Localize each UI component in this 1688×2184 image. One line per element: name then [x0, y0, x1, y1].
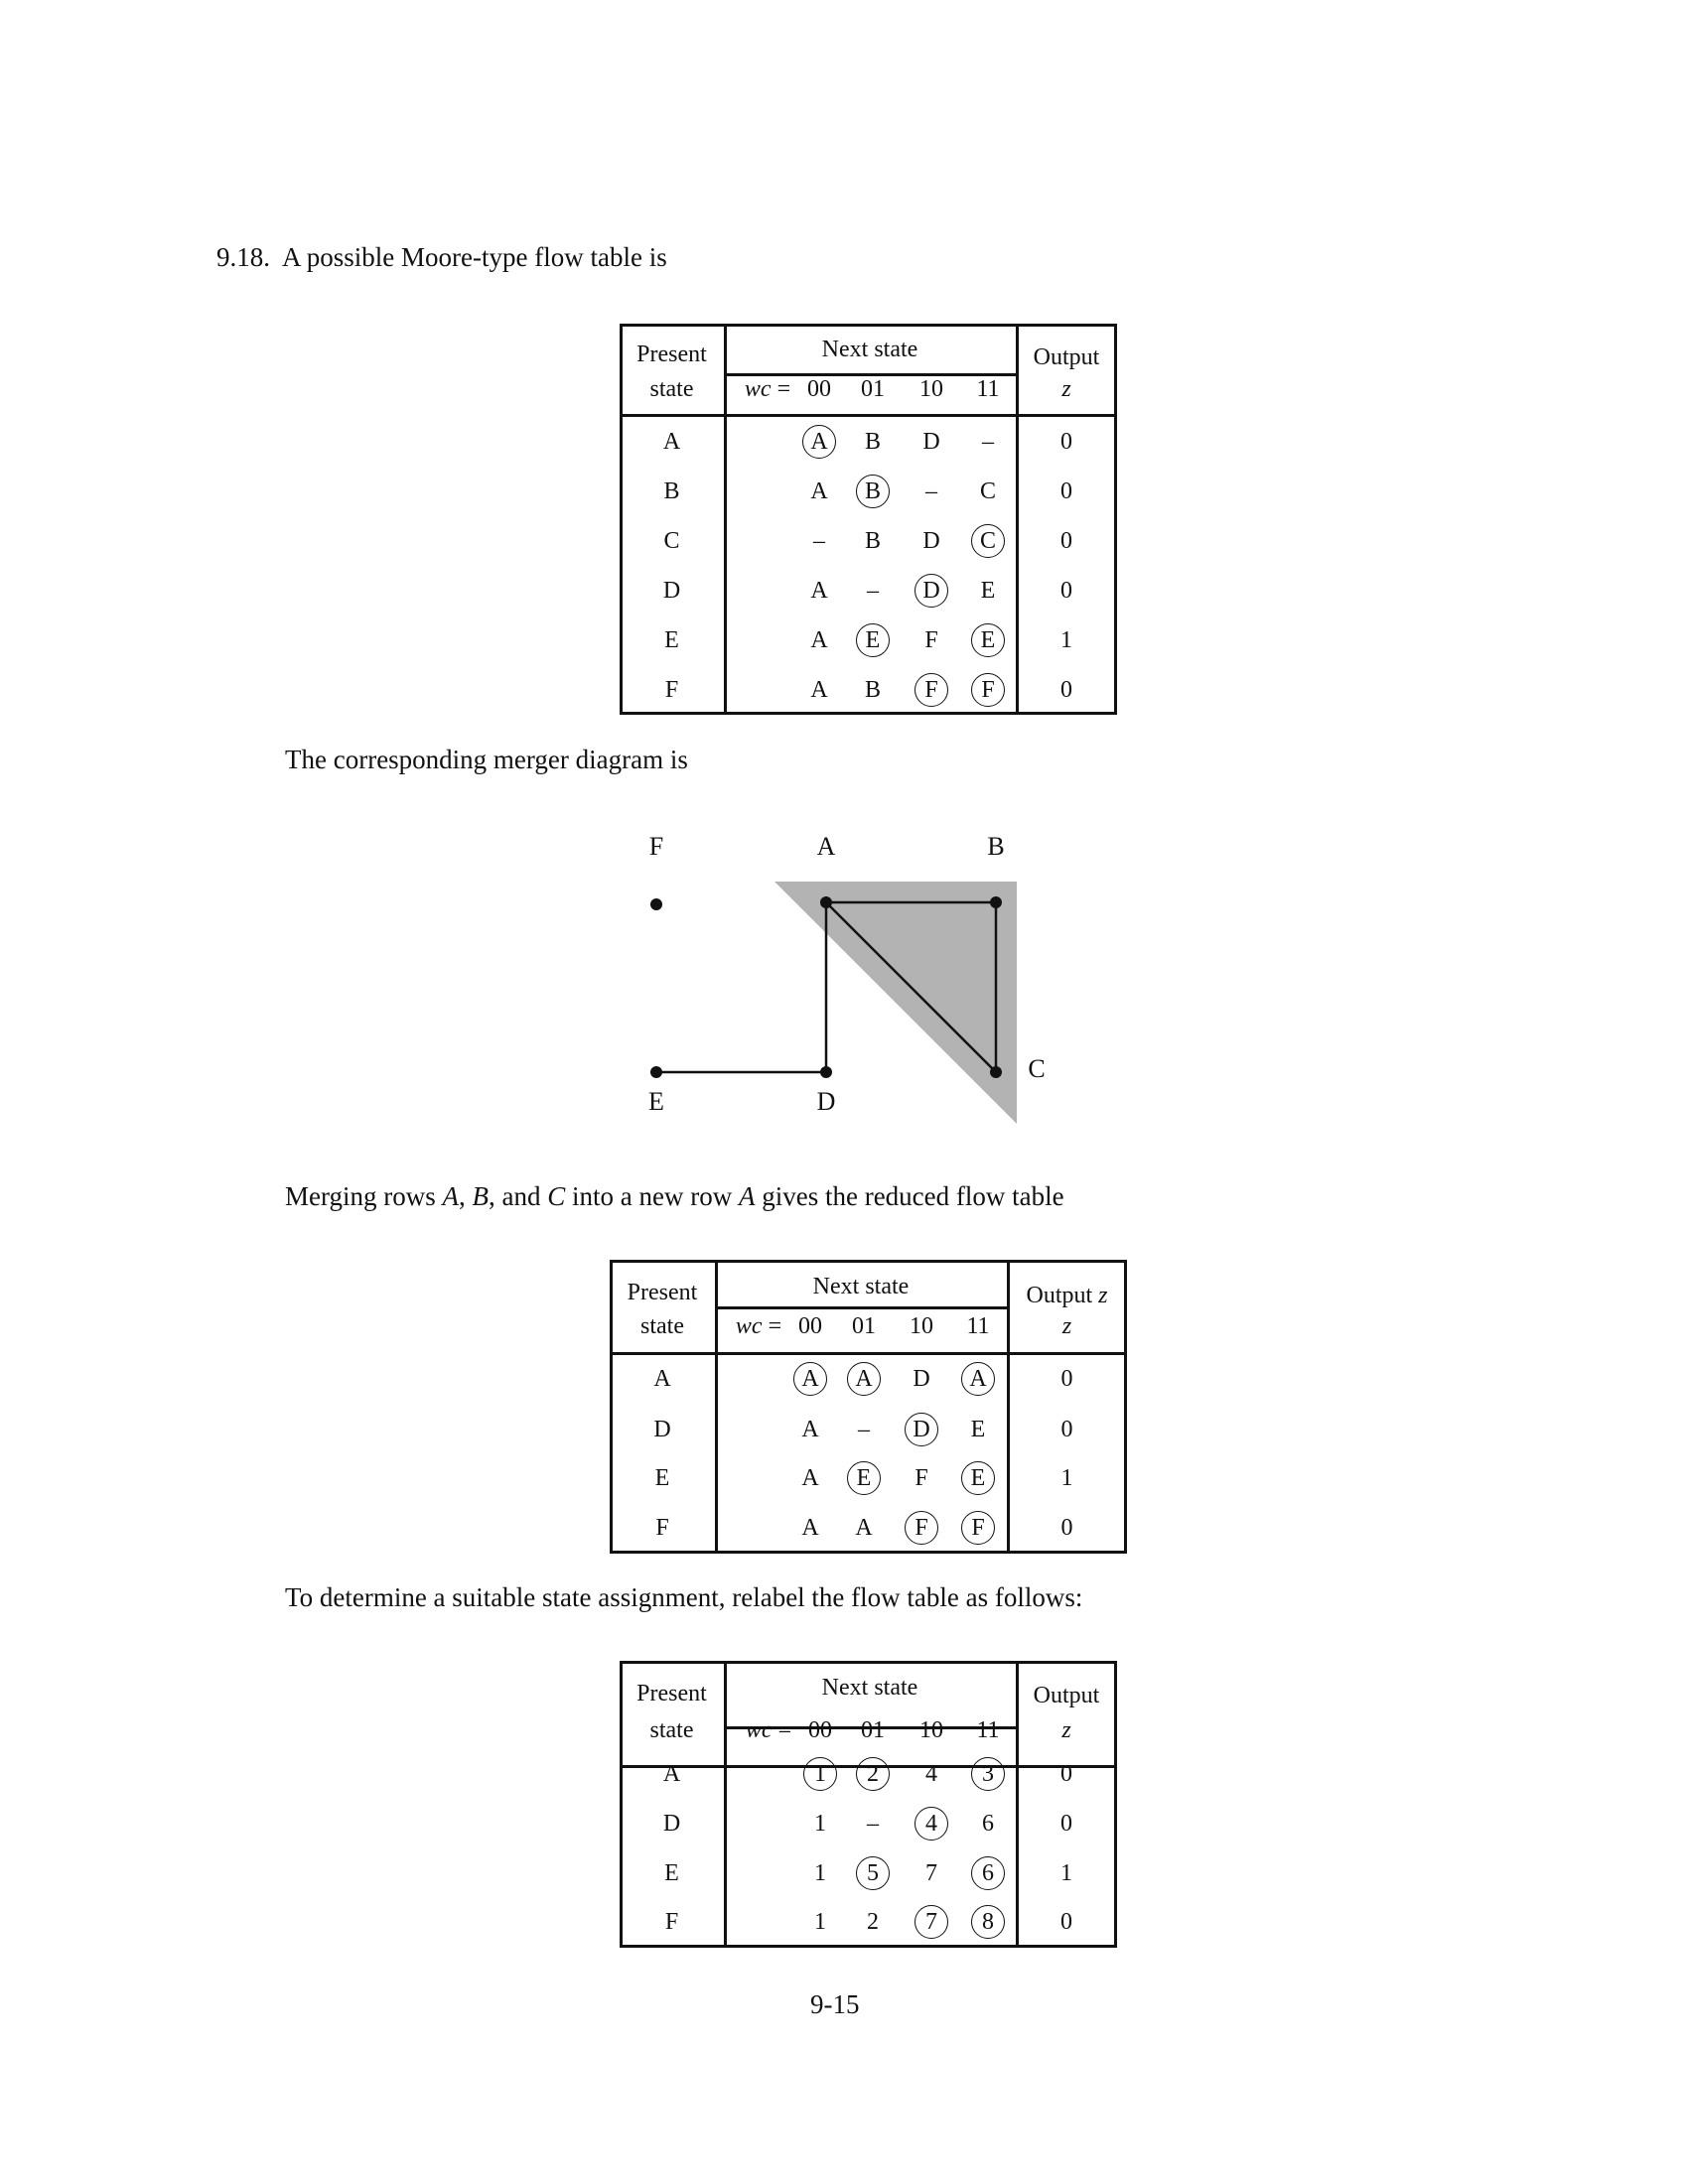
- output-cell: 1: [1060, 1860, 1072, 1886]
- state-node-dot: [650, 898, 662, 910]
- stable-state-cell: 2: [856, 1757, 890, 1791]
- state-node-dot: [820, 896, 832, 908]
- output-cell: 0: [1060, 1909, 1072, 1935]
- next-state-cell: 4: [925, 1761, 937, 1787]
- input-var: wc: [744, 376, 772, 402]
- output-header-var: z: [1061, 376, 1071, 402]
- input-column-header: 11: [976, 1717, 1000, 1743]
- column-divider: [715, 1260, 718, 1554]
- next-state-cell: D: [922, 528, 940, 554]
- state-node-dot: [820, 1066, 832, 1078]
- output-cell: 0: [1060, 429, 1072, 455]
- next-state-cell: B: [864, 429, 882, 455]
- stable-state-cell: E: [961, 1461, 995, 1495]
- output-cell: 0: [1060, 1366, 1073, 1392]
- stable-state-cell: 7: [914, 1905, 948, 1939]
- present-state-header: state: [640, 1313, 684, 1339]
- present-state-cell: D: [662, 1811, 681, 1837]
- present-state-cell: A: [662, 429, 681, 455]
- stable-state-cell: 3: [971, 1757, 1005, 1791]
- input-column-header: 10: [910, 1313, 933, 1339]
- next-state-header: Next state: [821, 337, 918, 362]
- next-state-cell: A: [810, 677, 828, 703]
- stable-state-cell: D: [905, 1413, 938, 1446]
- output-cell: 1: [1060, 627, 1072, 653]
- output-cell: 0: [1060, 528, 1072, 554]
- stable-state-cell: 5: [856, 1856, 890, 1890]
- next-state-cell: E: [980, 578, 996, 604]
- present-state-cell: C: [663, 528, 680, 554]
- next-state-cell: 6: [982, 1811, 994, 1837]
- next-state-cell: A: [810, 578, 828, 604]
- state-node-label: C: [1028, 1054, 1046, 1083]
- subheader-divider: [715, 1306, 1007, 1309]
- next-state-cell: 1: [814, 1860, 826, 1886]
- present-state-header: state: [649, 1717, 694, 1743]
- output-header: Output: [1033, 344, 1100, 370]
- state-node-label: D: [816, 1087, 836, 1116]
- input-column-header: wc =: [744, 376, 791, 402]
- present-state-header: state: [649, 376, 694, 402]
- input-var: wc: [735, 1313, 763, 1339]
- present-state-cell: D: [653, 1417, 671, 1442]
- stable-state-cell: A: [793, 1362, 827, 1396]
- output-cell: 0: [1060, 478, 1072, 504]
- next-state-cell: 2: [867, 1909, 879, 1935]
- state-node-dot: [990, 1066, 1002, 1078]
- text: into a new row: [565, 1181, 739, 1211]
- present-state-cell: A: [662, 1761, 681, 1787]
- next-state-cell: A: [801, 1465, 819, 1491]
- state-node-label: A: [816, 832, 836, 861]
- present-state-cell: A: [653, 1366, 671, 1392]
- next-state-cell: A: [801, 1515, 819, 1541]
- present-state-cell: D: [662, 578, 681, 604]
- stable-state-cell: B: [856, 475, 890, 508]
- header-divider: [610, 1352, 1127, 1355]
- output-cell: 0: [1060, 578, 1072, 604]
- input-column-header: 00: [808, 1717, 832, 1743]
- stable-state-cell: D: [914, 574, 948, 608]
- next-state-cell: 1: [814, 1909, 826, 1935]
- input-column-header: 11: [966, 1313, 990, 1339]
- output-header: Output z: [1026, 1283, 1108, 1308]
- next-state-cell: 7: [925, 1860, 937, 1886]
- input-column-header: 01: [861, 376, 885, 402]
- stable-state-cell: A: [802, 425, 836, 459]
- column-divider: [724, 1661, 727, 1948]
- input-column-header: 00: [798, 1313, 822, 1339]
- next-state-cell: B: [864, 677, 882, 703]
- next-state-cell: –: [858, 1417, 870, 1442]
- output-var: z: [1098, 1283, 1108, 1308]
- next-state-header: Next state: [821, 1675, 918, 1701]
- relabel-intro-text: To determine a suitable state assignment, relabel the flow table as follows:: [285, 1582, 1083, 1612]
- output-header-var: z: [1061, 1313, 1072, 1339]
- output-cell: 0: [1060, 1515, 1073, 1541]
- present-state-cell: E: [664, 1860, 679, 1886]
- next-state-cell: A: [801, 1417, 819, 1442]
- present-state-cell: E: [664, 627, 679, 653]
- next-state-header: Next state: [812, 1274, 910, 1299]
- stable-state-cell: F: [905, 1511, 938, 1545]
- stable-state-cell: 4: [914, 1807, 948, 1841]
- input-column-header: 01: [852, 1313, 876, 1339]
- merge-sentence: [285, 1181, 1064, 1212]
- output-cell: 0: [1060, 1761, 1072, 1787]
- merge-group-shading: [774, 882, 1017, 1124]
- input-var: wc: [745, 1717, 773, 1743]
- stable-state-cell: C: [971, 524, 1005, 558]
- next-state-cell: –: [813, 528, 825, 554]
- next-state-cell: D: [913, 1366, 930, 1392]
- output-cell: 1: [1060, 1465, 1073, 1491]
- state-node-label: E: [648, 1087, 664, 1116]
- input-column-header: wc =: [745, 1717, 792, 1743]
- next-state-cell: 1: [814, 1811, 826, 1837]
- output-header: Output: [1033, 1683, 1100, 1708]
- stable-state-cell: A: [961, 1362, 995, 1396]
- var: A: [442, 1181, 459, 1211]
- next-state-cell: E: [970, 1417, 986, 1442]
- column-divider: [1016, 1661, 1019, 1948]
- stable-state-cell: E: [847, 1461, 881, 1495]
- next-state-cell: B: [864, 528, 882, 554]
- output-header-var: z: [1061, 1717, 1071, 1743]
- present-state-cell: F: [664, 1909, 679, 1935]
- stable-state-cell: E: [971, 623, 1005, 657]
- output-cell: 0: [1060, 1417, 1073, 1442]
- present-state-cell: E: [654, 1465, 670, 1491]
- merger-intro-text: The corresponding merger diagram is: [285, 745, 688, 774]
- input-column-header: 10: [919, 1717, 943, 1743]
- present-state-cell: F: [664, 677, 679, 703]
- output-cell: 0: [1060, 1811, 1072, 1837]
- next-state-cell: A: [810, 627, 828, 653]
- stable-state-cell: E: [856, 623, 890, 657]
- stable-state-cell: 6: [971, 1856, 1005, 1890]
- present-state-header: Present: [636, 1681, 707, 1706]
- var: C: [547, 1181, 566, 1211]
- stable-state-cell: 8: [971, 1905, 1005, 1939]
- next-state-cell: A: [810, 478, 828, 504]
- stable-state-cell: A: [847, 1362, 881, 1396]
- var: A: [738, 1181, 756, 1211]
- problem-number: 9.18.: [216, 242, 270, 272]
- next-state-cell: F: [914, 1465, 928, 1491]
- text: gives the reduced flow table: [755, 1181, 1064, 1211]
- text: , and: [489, 1181, 548, 1211]
- next-state-cell: –: [867, 578, 879, 604]
- text: ,: [459, 1181, 473, 1211]
- var: B: [472, 1181, 489, 1211]
- text: Merging rows: [285, 1181, 443, 1211]
- present-state-cell: F: [655, 1515, 669, 1541]
- next-state-cell: A: [855, 1515, 873, 1541]
- state-node-dot: [650, 1066, 662, 1078]
- stable-state-cell: F: [971, 673, 1005, 707]
- problem-intro: A possible Moore-type flow table is: [282, 242, 667, 272]
- input-column-header: 00: [807, 376, 831, 402]
- next-state-cell: C: [979, 478, 997, 504]
- input-column-header: 10: [919, 376, 943, 402]
- present-state-cell: B: [663, 478, 680, 504]
- present-state-header: Present: [636, 341, 707, 367]
- next-state-cell: –: [925, 478, 937, 504]
- next-state-cell: –: [867, 1811, 879, 1837]
- next-state-cell: D: [922, 429, 940, 455]
- next-state-cell: –: [982, 429, 994, 455]
- stable-state-cell: F: [914, 673, 948, 707]
- state-node-dot: [990, 896, 1002, 908]
- input-column-header: wc =: [735, 1313, 782, 1339]
- input-column-header: 01: [861, 1717, 885, 1743]
- output-cell: 0: [1060, 677, 1072, 703]
- next-state-cell: F: [924, 627, 938, 653]
- stable-state-cell: F: [961, 1511, 995, 1545]
- present-state-header: Present: [627, 1280, 698, 1305]
- page-number: 9-15: [810, 1989, 860, 2019]
- input-column-header: 11: [976, 376, 1000, 402]
- stable-state-cell: 1: [803, 1757, 837, 1791]
- state-node-label: B: [987, 832, 1005, 861]
- column-divider: [1007, 1260, 1010, 1554]
- state-node-label: F: [648, 832, 664, 861]
